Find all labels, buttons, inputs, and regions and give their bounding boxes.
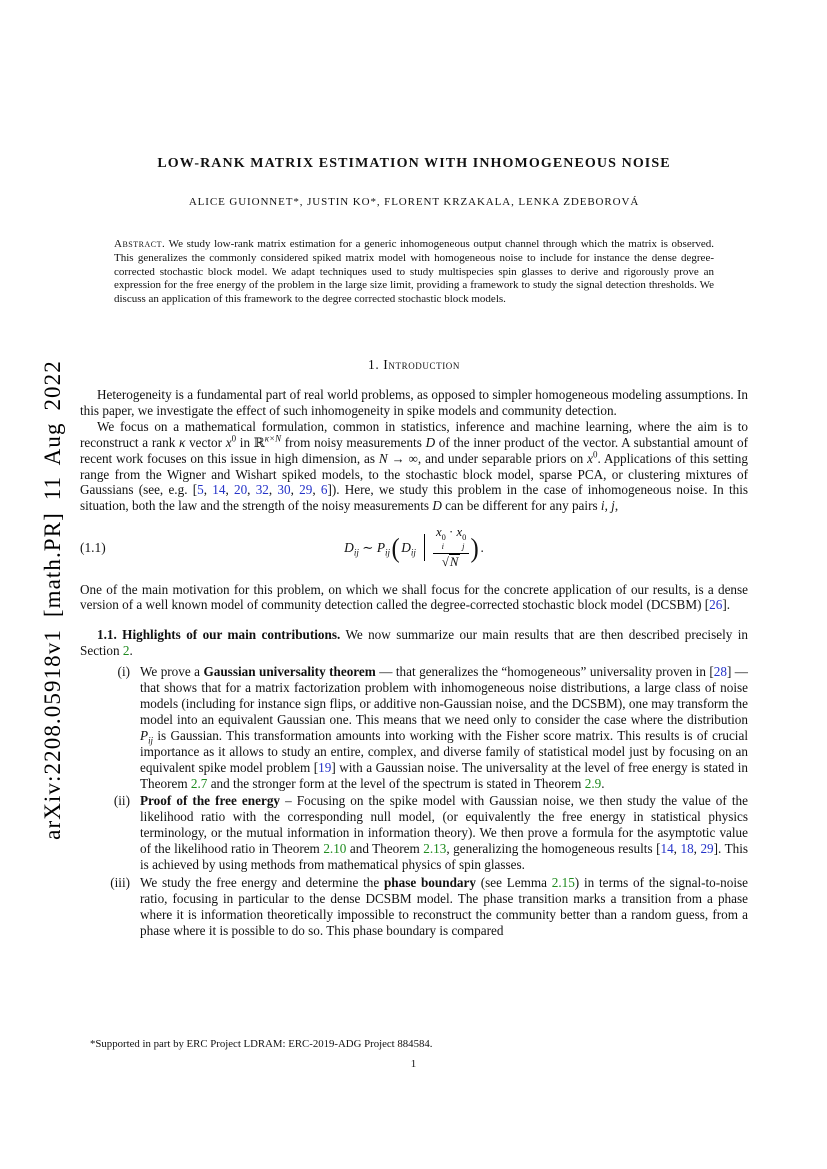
supsub-stack: 0 j [462,533,467,551]
list-item-body: We prove a Gaussian universality theorem — that generalizes the “homogeneous” universality proven in [28] — that shows that for a matrix factorization problem with inhomogeneous noise distributions, a large class of noise models (including for instance sign flips, or additive non-Gaussian noise, and the DCSBM), one may transform the model into an equivalent Gaussian one. This means that we need only to consider the case where the distribution $P_{ij}$ is Gaussian. This transformation amounts into working with the Fisher score matrix. This results is of crucial importance as it allows to study an entire, complex, and diverse family of statistical model just by focusing on an equivalent spike model problem [19] with a Gaussian noise. The universality at the level of free energy is stated in Theorem 2.7 and the stronger form at the level of the spectrum is stated in Theorem 2.9. [140,664,748,791]
citation-link[interactable]: 28 [713,664,727,680]
internal-ref-link[interactable]: 2.13 [423,841,447,857]
citation-link[interactable]: 14 [212,482,226,498]
abstract: Abstract. We study low-rank matrix estimation for a generic inhomogeneous output channel through which the matrix is observed. This generalizes the commonly considered spiked matrix model with homogeneous noise to include for instance the dense degree-corrected stochastic block model. We adapt techniques used to study multispecies spin glasses to derive and rigorously prove an expression for the free energy of the problem in the large size limit, providing a framework to study the signal detection thresholds. We discuss an application of this framework to the degree corrected stochastic block models. [114,238,714,306]
supsub-stack: 0 i [441,533,446,551]
citation-link[interactable]: 29 [700,841,714,857]
section-body [80,387,748,939]
equation-number: (1.1) [80,539,106,555]
internal-ref-link[interactable]: 2 [122,643,130,659]
citation-link[interactable]: 14 [660,841,674,857]
citation-link[interactable]: 20 [233,482,248,498]
citation-link[interactable]: 6 [320,482,328,498]
citation-link[interactable]: 5 [197,482,204,498]
paragraph-intro-3: One of the main motivation for this problem, on which we shall focus for the concrete application of our results, is a dense version of a well known model of community detection called the degree-corrected stochastic block model (DCSBM) [26]. [80,581,748,613]
conditional-bar-symbol [424,534,425,561]
subsection-highlights: 1.1. Highlights of our main contributions. We now summarize our main results that are then described precisely in Section 2. [80,627,748,659]
citation-link[interactable]: 29 [299,482,313,498]
fraction [433,525,469,570]
equation-conditioned-var: $D_{ij}$ [401,539,416,558]
internal-ref-link[interactable]: 2.9 [584,775,602,791]
open-paren: ( [391,532,400,563]
sqrt-symbol: √ [441,554,449,569]
list-item-body: Proof of the free energy – Focusing on the spike model with Gaussian noise, we then study the value of the likelihood ratio with the corresponding null model, (or equivalently the free energy in statistical physics terminology, or the mutual information in information theory). We then prove a formula for the asymptotic value of the likelihood ratio in Theorem 2.10 and Theorem 2.13, generalizing the homogeneous results [14, 18, 29]. This is achieved by using methods from mathematical physics of spin glasses. [140,793,749,873]
equation-body [344,525,484,570]
thanks-footnote: *Supported in part by ERC Project LDRAM: ERC-2019-ADG Project 884584. [90,1038,433,1050]
citation-link[interactable]: 26 [709,597,723,613]
equation-lhs: $D_{ij}$ ∼ $P_{ij}$ [344,539,391,558]
internal-ref-link[interactable]: 2.7 [190,775,208,791]
internal-ref-link[interactable]: 2.15 [551,874,575,890]
paragraph-intro-2: We focus on a mathematical formulation, common in statistics, inference and machine learning, where the aim is to reconstruct a rank κ vector $x^0$ in ℝ$^{\kappa\times N}$ from noisy measurements D of the inner product of the vector. A substantial amount of recent work focuses on this issue in high dimension, as N → ∞, and under separable priors on $x^0$. Applications of this setting range from the Wigner and Wishart spiked models, to the stochastic block model, sparse PCA, or clustering mixtures of Gaussians (see, e.g. [5, 14, 20, 32, 30, 29, 6]). Here, we study this problem in the case of inhomogeneous noise. In this situation, both the law and the strength of the noisy measurements D can be different for any pairs i, j, [80,418,749,514]
arxiv-stamp-text: arXiv:2208.05918v1 [math.PR] 11 Aug 2022 [40,360,65,840]
citation-link[interactable]: 32 [255,482,269,498]
page-number: 1 [410,1058,417,1070]
internal-ref-link[interactable]: 2.10 [323,841,347,857]
paragraph-intro-1: Heterogeneity is a fundamental part of real world problems, as opposed to simpler homogeneous modeling assumptions. In this paper, we investigate the effect of such inhomogeneity in spike models and community detection. [80,386,748,418]
list-item [80,793,748,873]
close-paren: ) [470,532,479,563]
section-heading-introduction: 1. Introduction [368,356,460,372]
equation-period: . [480,539,484,555]
list-item-label: (ii) [113,793,130,809]
list-item-body: We study the free energy and determine the phase boundary (see Lemma 2.15) in terms of the signal-to-noise ratio, focusing in particular to the dense DCSBM model. The phase transition marks a transition from a phase where it is information theoretically impossible to reconstruct the community better than a random guess, from a phase where it is possible to do so. This phase boundary is compared [140,874,748,938]
paper-authors: ALICE GUIONNET*, JUSTIN KO*, FLORENT KRZAKALA, LENKA ZDEBOROVÁ [188,196,640,208]
list-item [80,875,748,939]
equation-1-1 [80,525,748,570]
fraction-numerator: x 0 i · x 0 j [433,525,469,553]
list-item-label: (i) [117,664,130,680]
contributions-list [80,664,748,938]
list-item [80,664,748,791]
citation-link[interactable]: 30 [277,482,291,498]
sqrt-argument: N [449,554,459,569]
citation-link[interactable]: 19 [318,759,332,775]
fraction-denominator [442,554,460,571]
list-item-label: (iii) [110,874,130,890]
paper-content [0,156,827,939]
citation-link[interactable]: 18 [680,841,694,857]
paper-title: LOW-RANK MATRIX ESTIMATION WITH INHOMOGENEOUS NOISE [157,156,671,171]
